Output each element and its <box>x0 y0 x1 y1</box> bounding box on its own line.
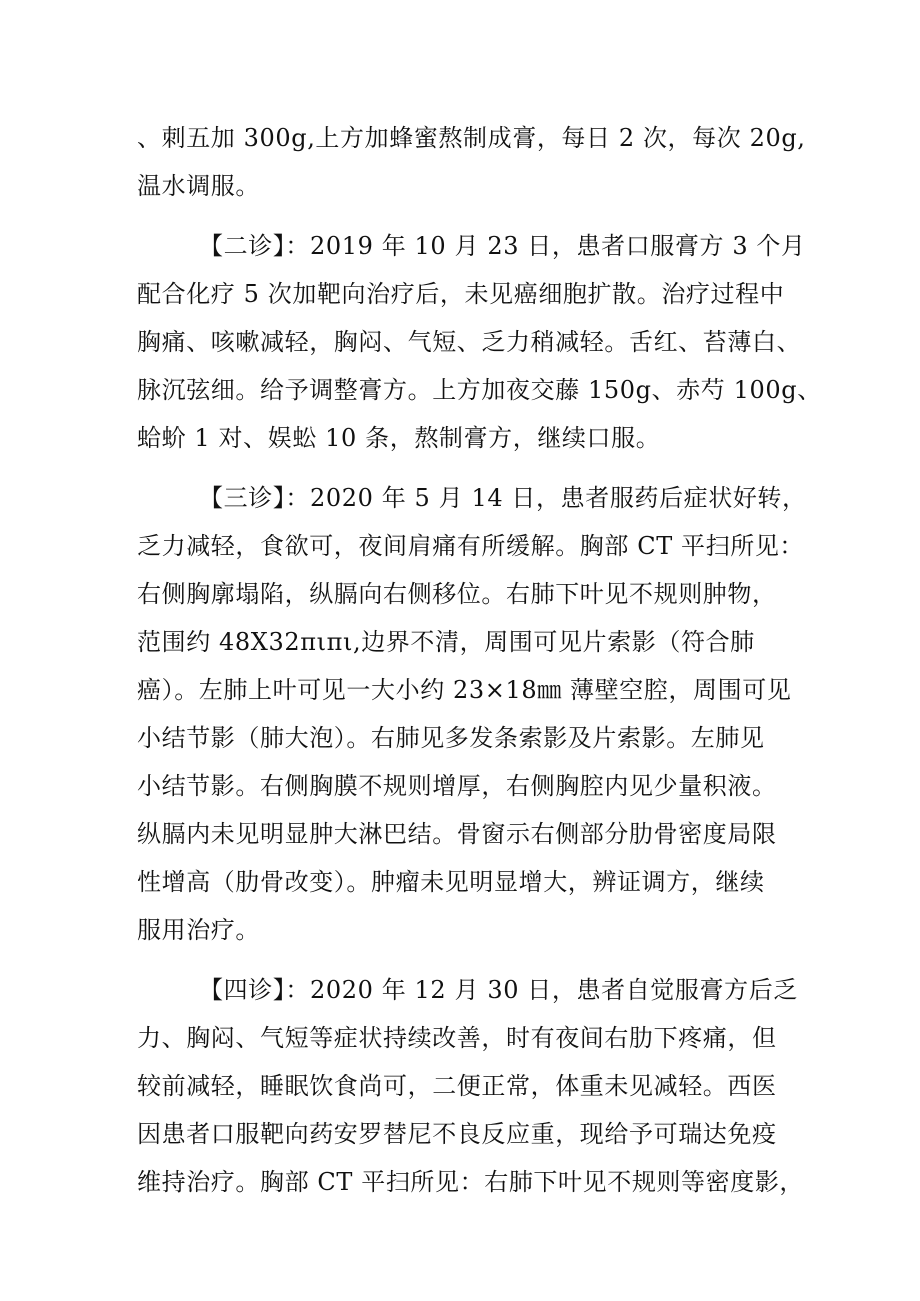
paragraph-continuation <box>137 114 806 210</box>
text-line: 小结节影。右侧胸膜不规则增厚，右侧胸腔内见少量积液。 <box>137 772 777 800</box>
text-line: 【二诊】：2019 年 10 月 23 日，患者口服膏方 3 个月 <box>199 232 806 260</box>
text-line: 维持治疗。胸部 CT 平扫所见：右肺下叶见不规则等密度影， <box>137 1168 805 1196</box>
paragraph-third-visit <box>137 474 807 954</box>
text-line: 配合化疗 5 次加靶向治疗后，未见癌细胞扩散。治疗过程中 <box>137 280 785 308</box>
text-line: 癌）。左肺上叶可见一大小约 23×18㎜ 薄壁空腔，周围可见 <box>137 676 792 704</box>
text-line: 蛤蚧 1 对、娱蚣 10 条，熬制膏方，继续口服。 <box>137 424 661 452</box>
text-line: 右侧胸廓塌陷，纵膈向右侧移位。右肺下叶见不规则肿物， <box>137 580 777 608</box>
paragraph-second-visit <box>137 222 822 462</box>
text-line: 温水调服。 <box>137 172 260 200</box>
text-line: 服用治疗。 <box>137 916 260 944</box>
text-line: 【三诊】：2020 年 5 月 14 日，患者服药后症状好转， <box>199 484 807 512</box>
text-line: 、刺五加 300g,上方加蜂蜜熬制成膏，每日 2 次，每次 20g, <box>137 124 806 152</box>
text-line: 【四诊】：2020 年 12 月 30 日，患者自觉服膏方后乏 <box>199 976 798 1004</box>
text-line: 性增高（肋骨改变）。肿瘤未见明显增大，辨证调方，继续 <box>137 868 765 896</box>
text-line: 因患者口服靶向药安罗替尼不良反应重，现给予可瑞达免疫 <box>137 1120 777 1148</box>
document-body <box>137 114 822 1206</box>
text-line: 胸痛、咳嗽减轻，胸闷、气短、乏力稍减轻。舌红、苔薄白、 <box>137 328 802 356</box>
text-line: 乏力减轻，食欲可，夜间肩痛有所缓解。胸部 CT 平扫所见： <box>137 532 805 560</box>
text-line: 脉沉弦细。给予调整膏方。上方加夜交藤 150g、赤芍 100g、 <box>137 376 822 404</box>
text-line: 纵膈内未见明显肿大淋巴结。骨窗示右侧部分肋骨密度局限 <box>137 820 777 848</box>
paragraph-fourth-visit <box>137 966 805 1206</box>
text-line: 范围约 48X32πιπι,边界不清，周围可见片索影（符合肺 <box>137 628 755 656</box>
text-line: 力、胸闷、气短等症状持续改善，时有夜间右肋下疼痛，但 <box>137 1024 777 1052</box>
text-line: 较前减轻，睡眠饮食尚可，二便正常，体重未见减轻。西医 <box>137 1072 777 1100</box>
text-line: 小结节影（肺大泡）。右肺见多发条索影及片索影。左肺见 <box>137 724 765 752</box>
